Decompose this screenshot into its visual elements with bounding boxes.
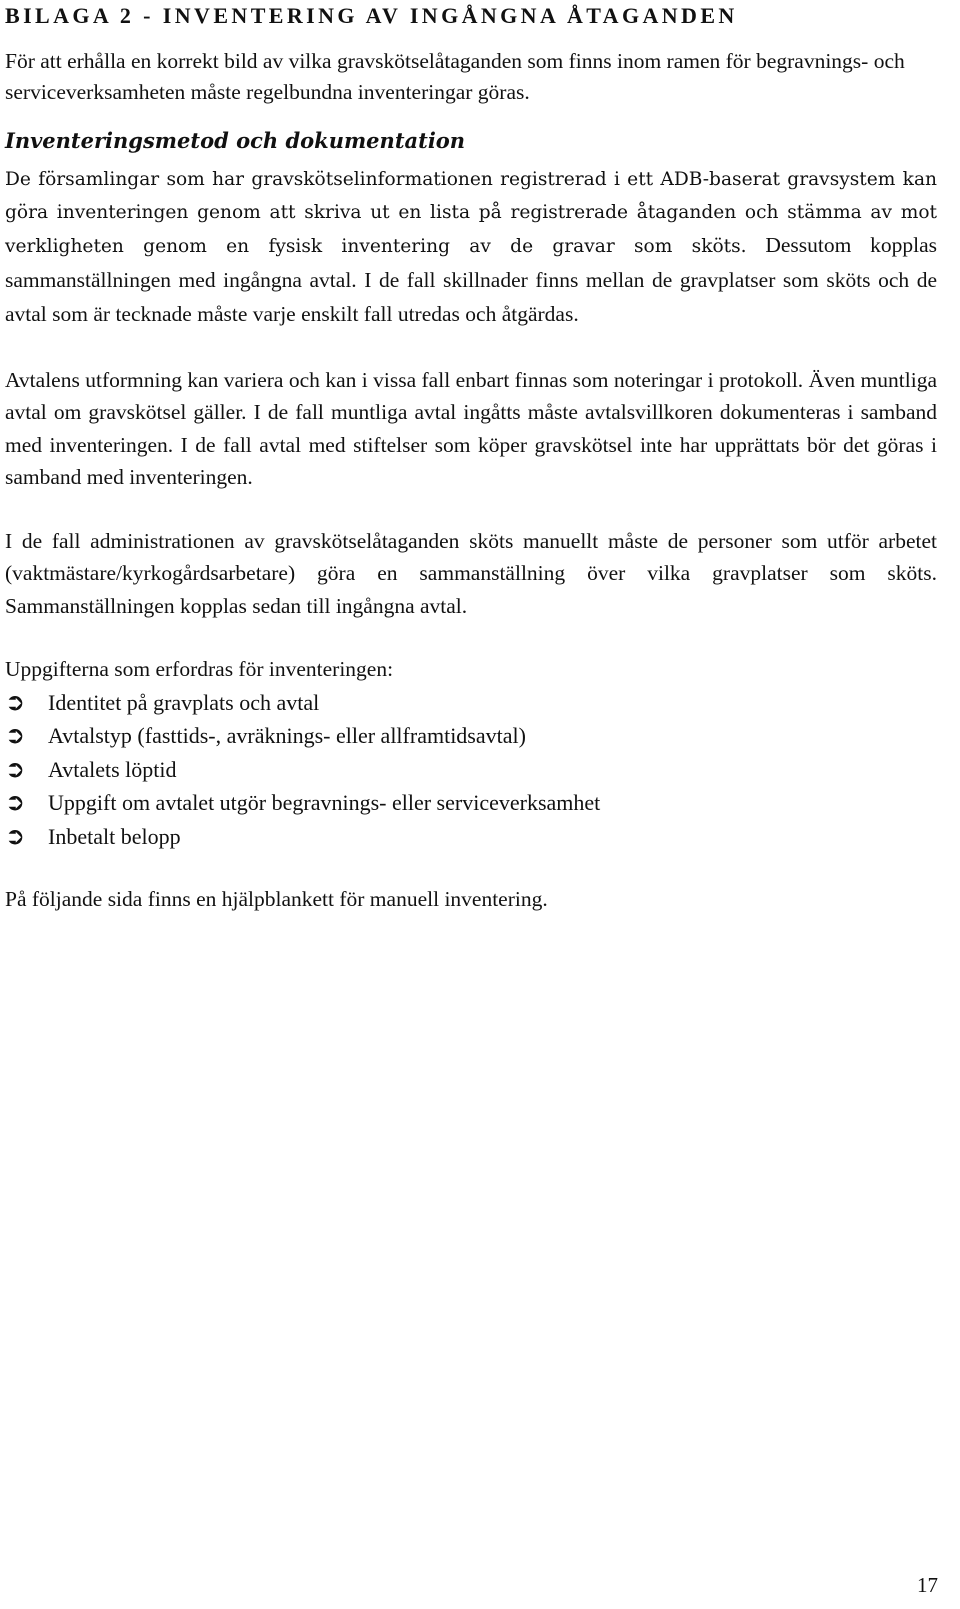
appendix-heading: BILAGA 2 - INVENTERING AV INGÅNGNA ÅTAGANDEN — [5, 3, 738, 28]
list-item-text: Avtalstyp (fasttids-, avräknings- eller allframtidsavtal) — [48, 723, 526, 748]
list-item-text: Avtalets löptid — [48, 756, 177, 782]
arrow-right-icon: ➲ — [5, 687, 26, 716]
closing-paragraph: På följande sida finns en hjälpblankett för manuell inventering. — [5, 887, 548, 911]
method-paragraph-part-2: Dessutom kopplas sammanställningen med ingångna avtal. I de fall skillnader finns mellan de gravplatser som sköts och de avtal som är tecknade måste varje enskilt fall utredas och åtgärdas. — [5, 233, 937, 326]
section-title: Inventeringsmetod och dokumentation — [5, 128, 466, 153]
required-info-list — [5, 686, 937, 854]
intro-paragraph: För att erhålla en korrekt bild av vilka gravskötselåtaganden som finns inom ramen för begravnings- och serviceverksamheten måste regelbundna inventeringar göras. — [5, 49, 905, 104]
method-paragraph — [5, 164, 937, 333]
list-item-text: Inbetalt belopp — [48, 823, 181, 849]
page-number: 17 — [917, 1573, 938, 1597]
arrow-right-icon: ➲ — [5, 721, 26, 749]
list-item — [5, 786, 937, 820]
arrow-right-icon: ➲ — [5, 821, 26, 850]
list-item — [5, 686, 937, 720]
list-item — [5, 820, 937, 854]
arrow-right-icon: ➲ — [5, 788, 26, 816]
list-item — [5, 753, 937, 787]
required-info-intro: Uppgifterna som erfordras för inventeringen: — [5, 657, 394, 681]
agreements-paragraph: Avtalens utformning kan variera och kan i vissa fall enbart finnas som noteringar i protokoll. Även muntliga avtal om gravskötsel gäller. I de fall muntliga avtal ingåtts måste avtalsvillkoren dokumenteras i samband med inventeringen. I de fall avtal med stiftelser som köper gravskötsel inte har upprättats bör det göras i samband med inventeringen. — [5, 367, 937, 489]
list-item-text: Uppgift om avtalet utgör begravnings- eller serviceverksamhet — [48, 790, 601, 815]
manual-administration-paragraph: I de fall administrationen av gravskötselåtaganden sköts manuellt måste de personer som utför arbetet (vaktmästare/kyrkogårdsarbetare) göra en sammanställning över vilka gravplatser som sköts. Sammanställningen kopplas sedan till ingångna avtal. — [5, 528, 937, 618]
list-item — [5, 719, 937, 753]
arrow-right-icon: ➲ — [5, 754, 26, 783]
method-paragraph-part-1: De församlingar som har gravskötselinformationen registrerad i ett ADB-baserat gravsystem kan göra inventeringen genom att skriva ut en lista på registrerade åtaganden och stämma av mot verkligheten genom en fysisk inventering av de gravar som sköts. — [5, 169, 937, 257]
list-item-text: Identitet på gravplats och avtal — [48, 689, 320, 715]
document-page — [5, 0, 937, 916]
